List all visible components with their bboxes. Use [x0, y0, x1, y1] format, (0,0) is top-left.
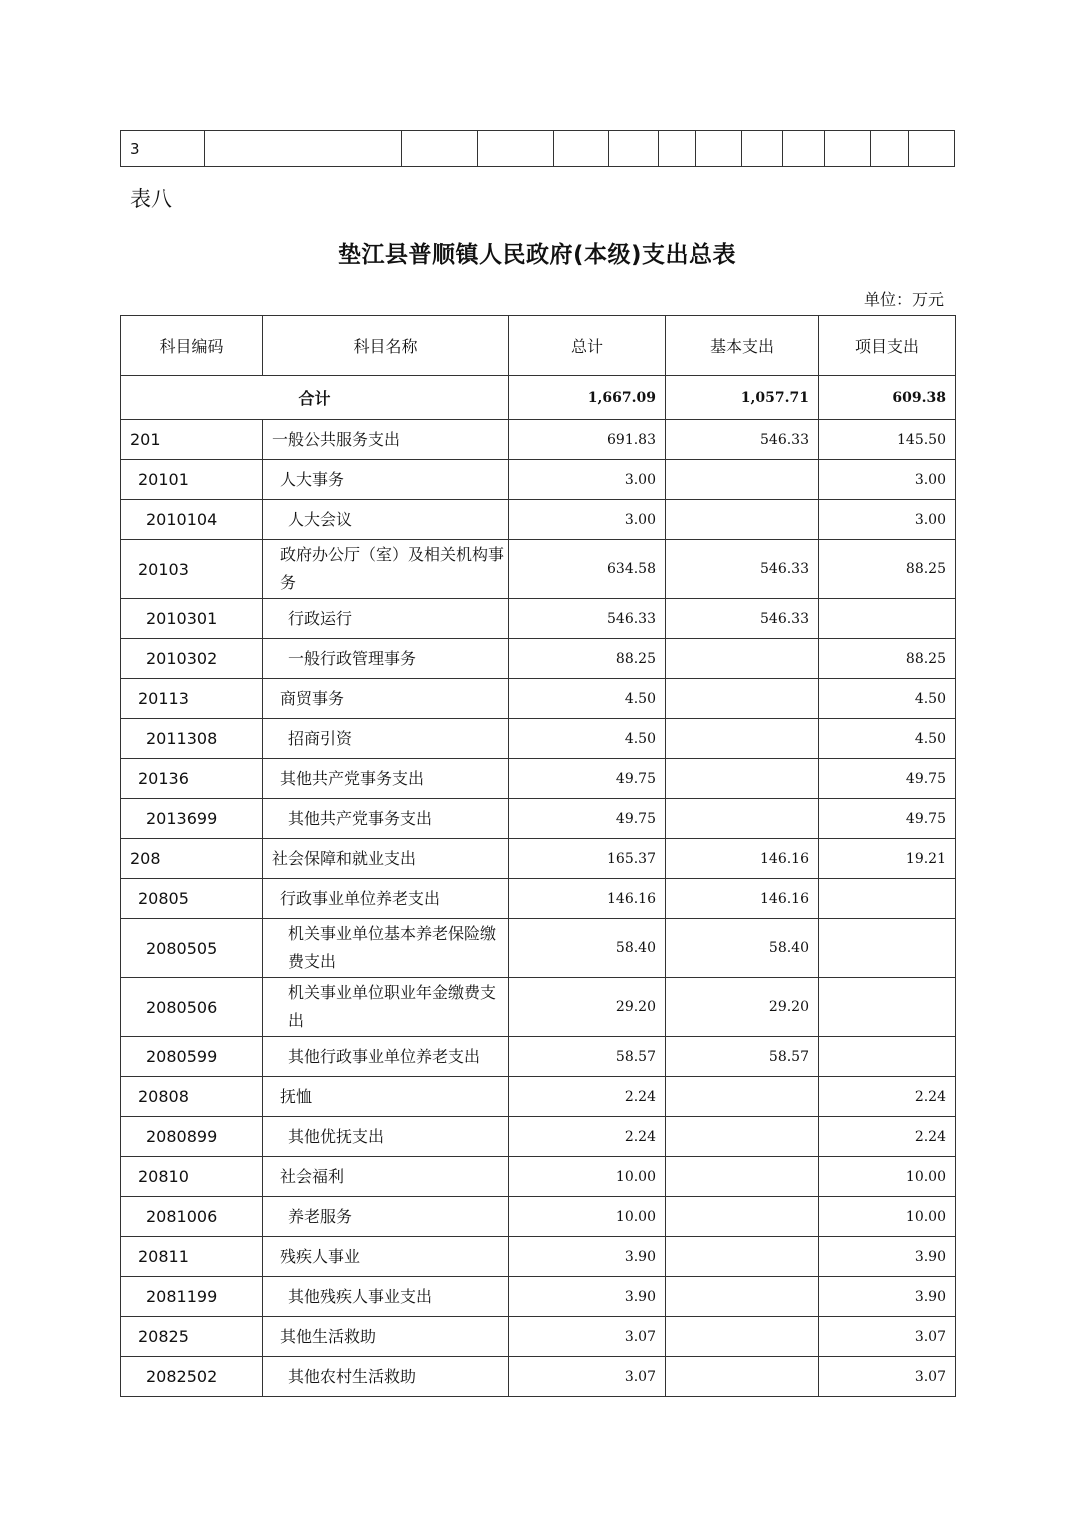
row-code: 2010104 — [121, 500, 263, 540]
row-basic: 146.16 — [666, 839, 819, 879]
row-name: 机关事业单位职业年金缴费支出 — [263, 978, 509, 1037]
row-name: 其他残疾人事业支出 — [263, 1277, 509, 1317]
row-code: 20811 — [121, 1237, 263, 1277]
row-name: 其他共产党事务支出 — [263, 799, 509, 839]
row-project — [819, 1037, 956, 1077]
row-basic — [666, 1357, 819, 1397]
row-name: 残疾人事业 — [263, 1237, 509, 1277]
table-row — [121, 1197, 956, 1237]
header-name: 科目名称 — [263, 316, 509, 376]
row-code: 2081199 — [121, 1277, 263, 1317]
row-name: 其他优抚支出 — [263, 1117, 509, 1157]
row-name: 人大会议 — [263, 500, 509, 540]
row-code: 20103 — [121, 540, 263, 599]
table-row — [121, 879, 956, 919]
row-total: 58.57 — [509, 1037, 666, 1077]
table-row — [121, 460, 956, 500]
row-name: 抚恤 — [263, 1077, 509, 1117]
table-row — [121, 131, 955, 167]
table-row — [121, 1077, 956, 1117]
row-project: 2.24 — [819, 1077, 956, 1117]
row-basic — [666, 1077, 819, 1117]
row-total: 3.07 — [509, 1357, 666, 1397]
table-row — [121, 1117, 956, 1157]
row-basic: 546.33 — [666, 599, 819, 639]
table-row — [121, 799, 956, 839]
header-row — [121, 316, 956, 376]
total-total: 1,667.09 — [509, 376, 666, 420]
row-code: 2080506 — [121, 978, 263, 1037]
row-basic — [666, 500, 819, 540]
row-code: 20825 — [121, 1317, 263, 1357]
row-basic — [666, 1117, 819, 1157]
table-row — [121, 719, 956, 759]
row-name: 一般公共服务支出 — [263, 420, 509, 460]
table-label: 表八 — [130, 187, 172, 211]
row-total: 546.33 — [509, 599, 666, 639]
row-code: 2010302 — [121, 639, 263, 679]
row-project: 3.00 — [819, 500, 956, 540]
row-total: 4.50 — [509, 719, 666, 759]
expenditure-table — [120, 315, 956, 1397]
row-project: 10.00 — [819, 1157, 956, 1197]
row-basic: 546.33 — [666, 420, 819, 460]
row-code: 20113 — [121, 679, 263, 719]
row-basic — [666, 1277, 819, 1317]
header-total: 总计 — [509, 316, 666, 376]
table-row — [121, 540, 956, 599]
prev-row-label: 3 — [121, 131, 205, 167]
row-project: 19.21 — [819, 839, 956, 879]
row-name: 其他行政事业单位养老支出 — [263, 1037, 509, 1077]
row-name: 其他生活救助 — [263, 1317, 509, 1357]
table-row — [121, 639, 956, 679]
row-basic: 146.16 — [666, 879, 819, 919]
row-basic: 58.57 — [666, 1037, 819, 1077]
row-code: 20805 — [121, 879, 263, 919]
row-total: 58.40 — [509, 919, 666, 978]
row-code: 2010301 — [121, 599, 263, 639]
row-code: 2080505 — [121, 919, 263, 978]
row-basic — [666, 1237, 819, 1277]
row-total: 3.00 — [509, 500, 666, 540]
row-name: 一般行政管理事务 — [263, 639, 509, 679]
table-row — [121, 1357, 956, 1397]
previous-table-fragment — [120, 130, 955, 167]
row-total: 49.75 — [509, 759, 666, 799]
row-project: 3.00 — [819, 460, 956, 500]
header-code: 科目编码 — [121, 316, 263, 376]
table-row — [121, 500, 956, 540]
total-project: 609.38 — [819, 376, 956, 420]
row-project: 10.00 — [819, 1197, 956, 1237]
row-basic: 546.33 — [666, 540, 819, 599]
row-code: 20101 — [121, 460, 263, 500]
row-basic — [666, 1157, 819, 1197]
row-total: 3.07 — [509, 1317, 666, 1357]
row-basic — [666, 759, 819, 799]
row-project: 145.50 — [819, 420, 956, 460]
row-name: 社会福利 — [263, 1157, 509, 1197]
row-project — [819, 919, 956, 978]
row-basic: 29.20 — [666, 978, 819, 1037]
row-name: 人大事务 — [263, 460, 509, 500]
row-name: 招商引资 — [263, 719, 509, 759]
row-basic — [666, 1197, 819, 1237]
total-row — [121, 376, 956, 420]
table-row — [121, 679, 956, 719]
row-total: 10.00 — [509, 1197, 666, 1237]
table-row — [121, 1037, 956, 1077]
row-total: 3.90 — [509, 1277, 666, 1317]
row-code: 20808 — [121, 1077, 263, 1117]
row-name: 其他共产党事务支出 — [263, 759, 509, 799]
row-code: 2011308 — [121, 719, 263, 759]
row-project — [819, 599, 956, 639]
row-code: 2013699 — [121, 799, 263, 839]
row-name: 机关事业单位基本养老保险缴费支出 — [263, 919, 509, 978]
row-project: 2.24 — [819, 1117, 956, 1157]
row-name: 其他农村生活救助 — [263, 1357, 509, 1397]
row-project: 3.07 — [819, 1357, 956, 1397]
row-total: 146.16 — [509, 879, 666, 919]
row-basic — [666, 460, 819, 500]
row-project — [819, 978, 956, 1037]
row-name: 商贸事务 — [263, 679, 509, 719]
table-row — [121, 420, 956, 460]
row-code: 2080599 — [121, 1037, 263, 1077]
table-row — [121, 1317, 956, 1357]
table-row — [121, 759, 956, 799]
row-total: 2.24 — [509, 1117, 666, 1157]
row-name: 养老服务 — [263, 1197, 509, 1237]
row-total: 10.00 — [509, 1157, 666, 1197]
row-code: 2080899 — [121, 1117, 263, 1157]
unit-label: 单位：万元 — [863, 290, 944, 309]
row-basic — [666, 1317, 819, 1357]
row-name: 行政事业单位养老支出 — [263, 879, 509, 919]
row-project: 49.75 — [819, 759, 956, 799]
row-total: 165.37 — [509, 839, 666, 879]
row-code: 2082502 — [121, 1357, 263, 1397]
row-code: 201 — [121, 420, 263, 460]
table-row — [121, 919, 956, 978]
row-total: 3.90 — [509, 1237, 666, 1277]
row-code: 20810 — [121, 1157, 263, 1197]
row-total: 2.24 — [509, 1077, 666, 1117]
row-project — [819, 879, 956, 919]
total-basic: 1,057.71 — [666, 376, 819, 420]
total-label: 合计 — [121, 376, 509, 420]
row-project: 88.25 — [819, 639, 956, 679]
row-project: 4.50 — [819, 719, 956, 759]
row-total: 3.00 — [509, 460, 666, 500]
row-total: 29.20 — [509, 978, 666, 1037]
row-code: 20136 — [121, 759, 263, 799]
table-row — [121, 599, 956, 639]
row-project: 3.07 — [819, 1317, 956, 1357]
row-total: 49.75 — [509, 799, 666, 839]
table-row — [121, 1277, 956, 1317]
page-title: 垫江县普顺镇人民政府(本级)支出总表 — [337, 242, 737, 268]
row-basic: 58.40 — [666, 919, 819, 978]
row-total: 88.25 — [509, 639, 666, 679]
table-row — [121, 978, 956, 1037]
table-row — [121, 1237, 956, 1277]
row-project: 3.90 — [819, 1237, 956, 1277]
row-project: 4.50 — [819, 679, 956, 719]
row-total: 634.58 — [509, 540, 666, 599]
header-project: 项目支出 — [819, 316, 956, 376]
row-project: 3.90 — [819, 1277, 956, 1317]
row-basic — [666, 719, 819, 759]
table-row — [121, 839, 956, 879]
row-name: 行政运行 — [263, 599, 509, 639]
row-basic — [666, 639, 819, 679]
row-name: 社会保障和就业支出 — [263, 839, 509, 879]
table-row — [121, 1157, 956, 1197]
header-basic: 基本支出 — [666, 316, 819, 376]
row-basic — [666, 799, 819, 839]
row-basic — [666, 679, 819, 719]
row-name: 政府办公厅（室）及相关机构事务 — [263, 540, 509, 599]
row-project: 88.25 — [819, 540, 956, 599]
row-project: 49.75 — [819, 799, 956, 839]
row-code: 2081006 — [121, 1197, 263, 1237]
row-code: 208 — [121, 839, 263, 879]
row-total: 4.50 — [509, 679, 666, 719]
row-total: 691.83 — [509, 420, 666, 460]
